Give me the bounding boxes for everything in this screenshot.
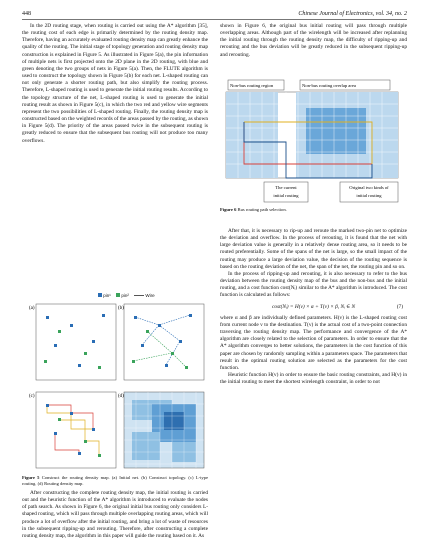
panel-label-a: (a) [29,306,35,311]
figure6-caption-text: Bus routing path selection. [237,207,287,212]
equation-number: (7) [396,303,403,310]
label-original-routing: Original two kinds of [349,185,389,190]
journal-title: Chinese Journal of Electronics, vol. 34, no. 2 [298,11,407,17]
figure5-caption-text: Construct the routing density map. (a) Initial net. (b) Construct topology. (c) L-type routing. (d) Routing density map. [22,475,209,486]
figure5-caption-label: Figure 5 [22,475,40,480]
label-current-routing: The current [275,185,297,190]
right-column-bottom [220,228,407,386]
right-paragraph-5: Heuristic function H(v) in order to ensure the basic routing constraints, and H(v) in the initial routing to meet the shortest wirelength constraint, in order to not [220,371,407,386]
right-paragraph-3: In the process of ripping-up and rerouting, it is also necessary to refer to the bus deviation between the routing density map of the bus and the non-bus and the initial routing, and a cost function cost(Nᵢ) similar to the A* algorithm is introduced. The cost function is calculated as follows: [220,270,407,299]
figure6-caption-label: Figure 6 [220,207,237,212]
equation-body: cost(Nᵢ) = H(v) × α + T(v) × β, Nᵢ ∈ N [272,303,356,310]
right-paragraph-4: where α and β are individually defined parameters. H(v) is the L-shaped routing cost from current node v to the destination. T(v) is the actual cost of a two-point connection traversing the routing density map. The performance and convergence of the A* algorithm are closely related to the selection of parameters. In order to ensure that the A* algorithm converges to better solutions, the parameters in the cost function of this paper are chosen by randomly sampling within a parameters space. The parameters that result in the optimal routing solution are selected as the parameters for the cost function. [220,314,408,371]
left-paragraph-1: In the 2D routing stage, when routing is carried out using the A* algorithm [35], the routing cost of each edge is primarily determined by the routing density map. Therefore, having an accurately evaluated routing density map can greatly enhance the quality of the routing. The initial stage of topology generation and routing density map construction is explained in Figure 5. As illustrated in Figure 5(a), the pin information of multiple nets is first projected onto the 2D plane in the 2D routing, with blue and green denoting the two groups of nets in Figure 5(a). Then, the FLUTE algorithm is used to construct the topology shown in Figure 5(b) for each net. L-shaped routing can not only generate a shorter routing path, but also simplify the routing process. Therefore, L-shaped routing is used to generate the initial routing results. According to the topology structure of the net, L-shaped routing is used to generate the initial routing result as shown in Figure 5(c), in which the two red and yellow wire segments represent the two possibilities of L-shaped routing. Finally, the routing density map is constructed based on the weighted records of the areas passed by the routing, as shown in Figure 5(d). The priority of the areas passed twice in the subsequent routing is greatly reduced to ensure that the subsequent bus routing will not produce too many overflows. [22,23,208,144]
figure5 [28,300,206,472]
wire-marker-icon [134,295,144,296]
equation-7 [220,304,407,311]
figure5-panel-d [118,392,204,468]
page-number: 448 [22,11,31,17]
label-overlap-area: Non-bus routing overlap area [302,83,356,88]
svg-text:(d): (d) [118,394,124,399]
figure5-caption [22,475,208,487]
label-nonbus-region: Non-bus routing region [230,83,274,88]
legend-pin1: pin¹ [103,293,111,298]
left-paragraph-2: After constructing the complete routing density map, the initial routing is carried out and the heuristic function of the A* algorithm is introduced to evaluate the nodes of path search. As shown in Figure 6, the original initial bus routing only considers L-shaped routing, which will pass through multiple overlapping routing areas, which will produce a lot of overflow after the initial routing, and bring a lot of waste of resources in the subsequent ripping-up and rerouting. Therefore, after constructing a complete routing density map, the algorithm in this paper will guide the routing based on it. As [22,490,208,539]
figure5-panel-a [29,304,116,380]
legend-wire: Wire [145,293,155,298]
running-header [22,9,407,20]
figure6-caption [220,207,407,213]
left-column-bottom [22,490,208,540]
pin1-marker-icon [98,293,102,297]
figure5-panel-c [29,392,116,468]
figure5-legend [98,293,155,298]
svg-text:(c): (c) [29,394,35,399]
right-paragraph-1: shown in Figure 6, the original bus initial routing will pass through multiple overlapping areas. Although part of the wirelength will be increased after replanning the initial routing through the routing density map, the difficulty of ripping-up and rerouting and the bus deviation will be greatly reduced in the subsequent ripping-up and rerouting. [220,23,407,58]
svg-text:initial routing: initial routing [356,193,382,198]
svg-text:initial routing: initial routing [273,193,299,198]
right-paragraph-2: After that, it is necessary to rip-up and reroute the marked two-pin net to optimize the deviation and overflow. In the process of rerouting, it is found that the net with large deviation value is generally in a relatively dense routing area, so it needs to be routed preferentially. Some of the spans of the net is large, so the small impact of the routing may produce a large deviation value, the decision of the routing sequence is based on the routing deviation of the net, the span of the net, the routing pin and so on. [220,228,407,270]
figure6 [222,78,404,203]
figure5-panel-b [118,304,204,380]
left-column-top [22,23,208,145]
legend-pin2: pin² [121,293,129,298]
pin2-marker-icon [116,293,120,297]
right-column-top [220,23,407,59]
svg-text:(b): (b) [118,306,124,311]
